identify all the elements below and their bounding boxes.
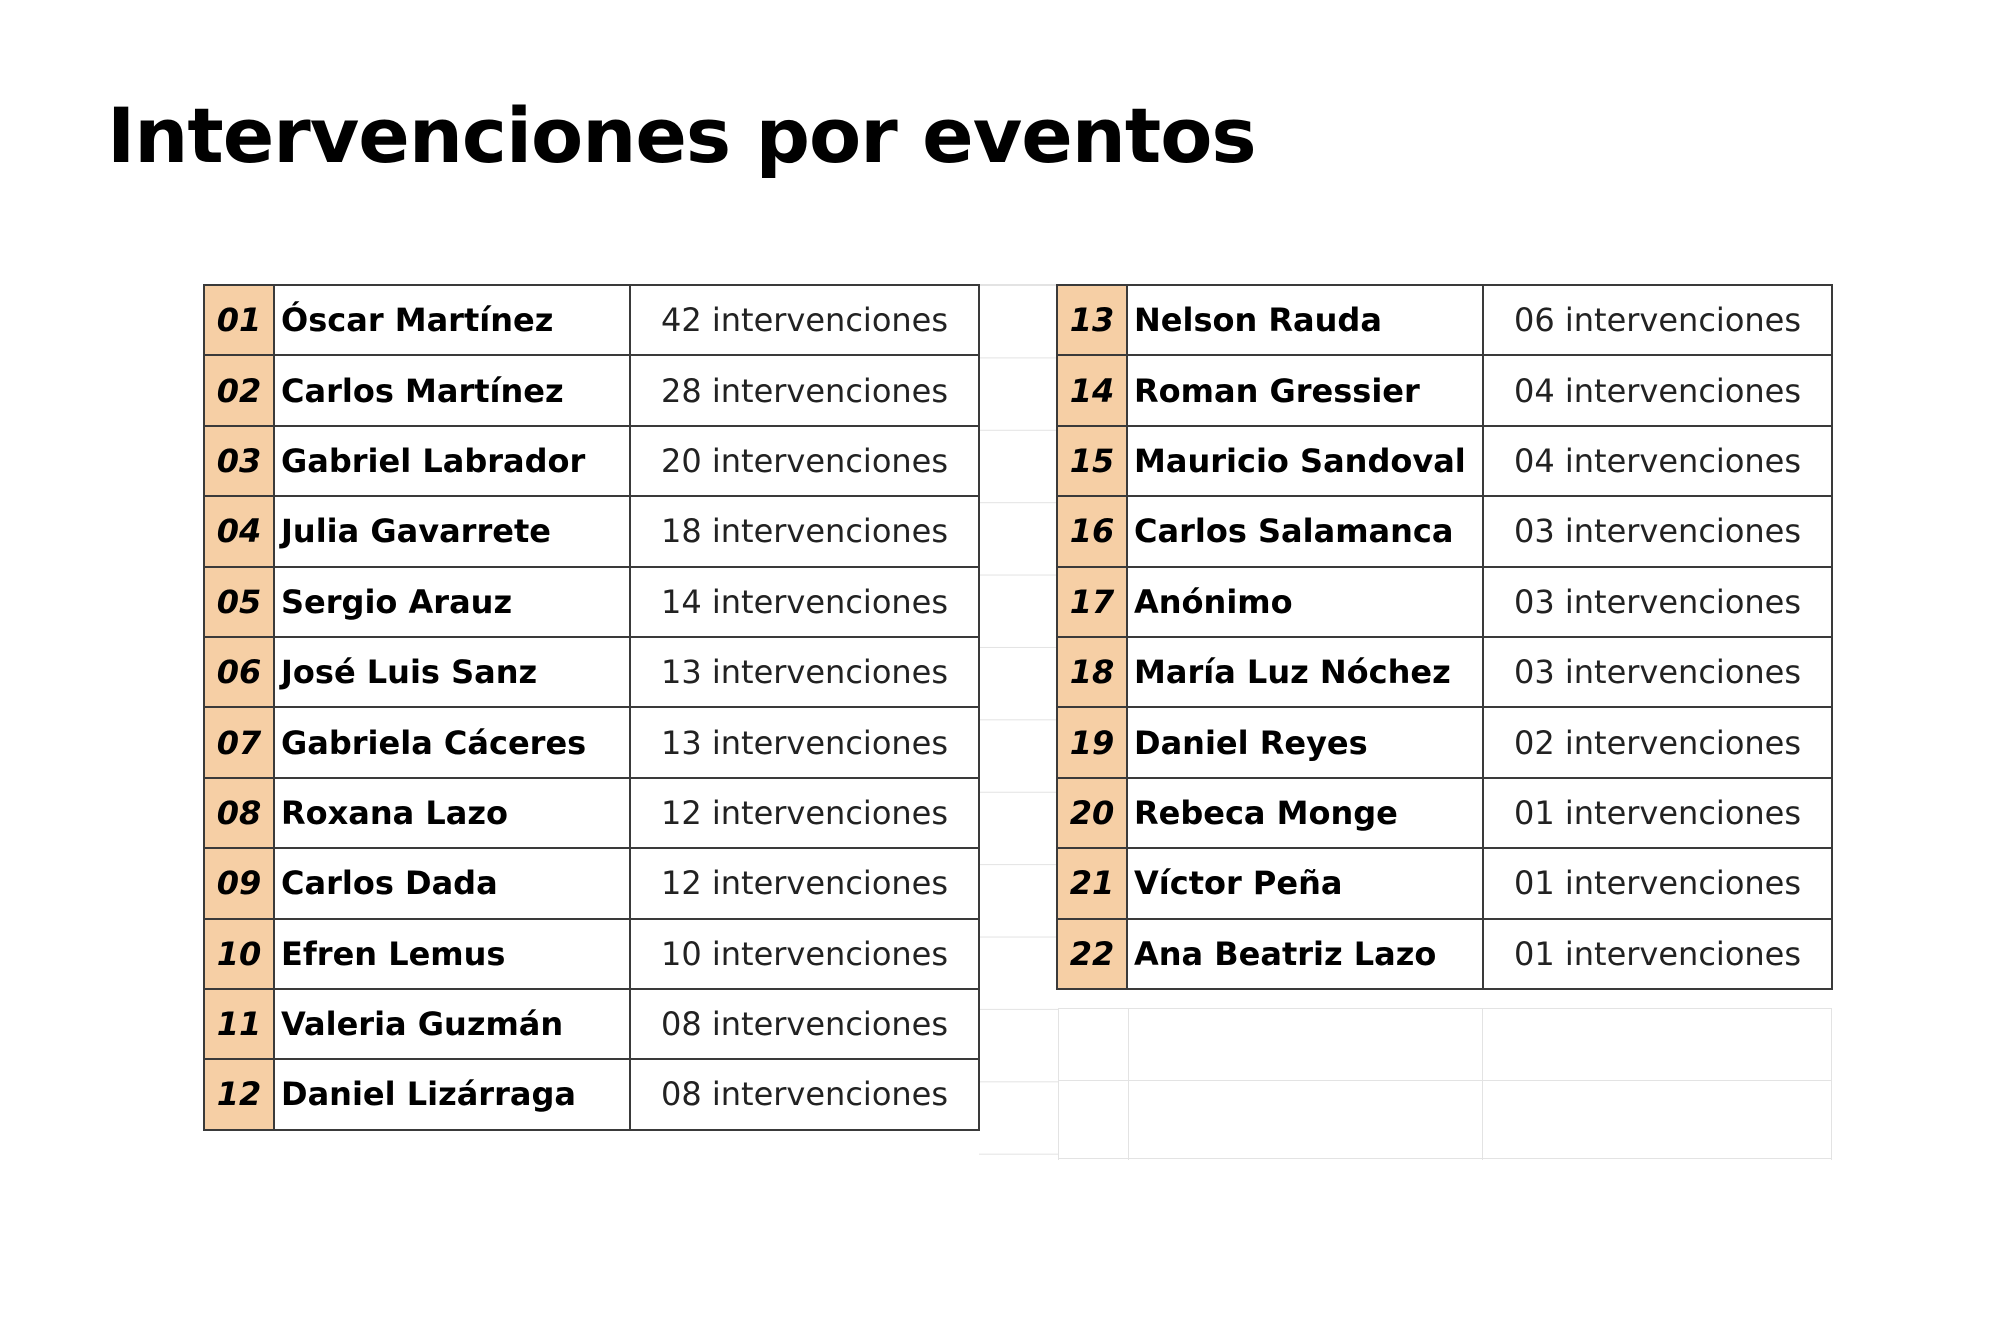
- table-row: [204, 426, 979, 496]
- person-name: Daniel Reyes: [1127, 707, 1483, 777]
- person-name: Carlos Salamanca: [1127, 496, 1483, 566]
- table-row: [204, 567, 979, 637]
- person-name: Valeria Guzmán: [274, 989, 630, 1059]
- table-row: [1057, 567, 1832, 637]
- table-row: [1057, 285, 1832, 355]
- person-name: Ana Beatriz Lazo: [1127, 919, 1483, 989]
- table-row: [204, 848, 979, 918]
- rank-number: 01: [204, 285, 274, 355]
- rank-number: 15: [1057, 426, 1127, 496]
- gridline: [1058, 1008, 1059, 1160]
- table-row: [204, 355, 979, 425]
- intervention-count: 02 intervenciones: [1483, 707, 1832, 777]
- intervention-count: 13 intervenciones: [630, 637, 979, 707]
- table-row: [204, 989, 979, 1059]
- person-name: Gabriela Cáceres: [274, 707, 630, 777]
- table-row: [204, 707, 979, 777]
- table-row: [204, 778, 979, 848]
- table-row: [1057, 778, 1832, 848]
- rank-number: 20: [1057, 778, 1127, 848]
- rank-number: 13: [1057, 285, 1127, 355]
- rank-number: 09: [204, 848, 274, 918]
- intervention-count: 04 intervenciones: [1483, 355, 1832, 425]
- rank-number: 18: [1057, 637, 1127, 707]
- person-name: Roman Gressier: [1127, 355, 1483, 425]
- rank-number: 21: [1057, 848, 1127, 918]
- table-row: [204, 919, 979, 989]
- person-name: Gabriel Labrador: [274, 426, 630, 496]
- person-name: Rebeca Monge: [1127, 778, 1483, 848]
- rank-number: 19: [1057, 707, 1127, 777]
- person-name: María Luz Nóchez: [1127, 637, 1483, 707]
- rank-number: 03: [204, 426, 274, 496]
- spreadsheet-gridlines-gap: [979, 284, 1059, 1163]
- page-title: Intervenciones por eventos: [107, 91, 1256, 180]
- intervention-count: 03 intervenciones: [1483, 637, 1832, 707]
- intervention-count: 08 intervenciones: [630, 1059, 979, 1129]
- person-name: Sergio Arauz: [274, 567, 630, 637]
- intervention-count: 01 intervenciones: [1483, 778, 1832, 848]
- table-row: [204, 1059, 979, 1129]
- intervention-count: 04 intervenciones: [1483, 426, 1832, 496]
- rank-number: 12: [204, 1059, 274, 1129]
- rank-number: 11: [204, 989, 274, 1059]
- person-name: Efren Lemus: [274, 919, 630, 989]
- gridline: [1058, 1080, 1832, 1081]
- person-name: Roxana Lazo: [274, 778, 630, 848]
- rank-number: 02: [204, 355, 274, 425]
- table-row: [1057, 848, 1832, 918]
- person-name: Carlos Dada: [274, 848, 630, 918]
- table-row: [1057, 355, 1832, 425]
- table-row: [1057, 707, 1832, 777]
- person-name: Víctor Peña: [1127, 848, 1483, 918]
- intervention-count: 12 intervenciones: [630, 848, 979, 918]
- intervention-count: 03 intervenciones: [1483, 496, 1832, 566]
- intervention-count: 12 intervenciones: [630, 778, 979, 848]
- person-name: Anónimo: [1127, 567, 1483, 637]
- rank-number: 10: [204, 919, 274, 989]
- rank-number: 04: [204, 496, 274, 566]
- ranking-table-left: [203, 284, 980, 1131]
- gridline: [1058, 1158, 1832, 1159]
- intervention-count: 42 intervenciones: [630, 285, 979, 355]
- table-row: [204, 637, 979, 707]
- rank-number: 14: [1057, 355, 1127, 425]
- ranking-table-right: [1056, 284, 1833, 990]
- table-row: [204, 285, 979, 355]
- table-row: [1057, 637, 1832, 707]
- person-name: Nelson Rauda: [1127, 285, 1483, 355]
- rank-number: 16: [1057, 496, 1127, 566]
- gridline: [1128, 1008, 1129, 1160]
- gridline: [1482, 1008, 1483, 1160]
- person-name: Julia Gavarrete: [274, 496, 630, 566]
- table-row: [1057, 919, 1832, 989]
- intervention-count: 14 intervenciones: [630, 567, 979, 637]
- intervention-count: 18 intervenciones: [630, 496, 979, 566]
- intervention-count: 01 intervenciones: [1483, 919, 1832, 989]
- rank-number: 08: [204, 778, 274, 848]
- intervention-count: 20 intervenciones: [630, 426, 979, 496]
- intervention-count: 06 intervenciones: [1483, 285, 1832, 355]
- rank-number: 17: [1057, 567, 1127, 637]
- table-row: [1057, 496, 1832, 566]
- person-name: Carlos Martínez: [274, 355, 630, 425]
- intervention-count: 01 intervenciones: [1483, 848, 1832, 918]
- intervention-count: 13 intervenciones: [630, 707, 979, 777]
- gridline: [1831, 1008, 1832, 1160]
- rank-number: 07: [204, 707, 274, 777]
- spreadsheet-empty-cells: [1058, 1008, 1832, 1160]
- table-row: [1057, 426, 1832, 496]
- intervention-count: 10 intervenciones: [630, 919, 979, 989]
- person-name: Daniel Lizárraga: [274, 1059, 630, 1129]
- person-name: José Luis Sanz: [274, 637, 630, 707]
- person-name: Óscar Martínez: [274, 285, 630, 355]
- table-row: [204, 496, 979, 566]
- intervention-count: 28 intervenciones: [630, 355, 979, 425]
- person-name: Mauricio Sandoval: [1127, 426, 1483, 496]
- intervention-count: 08 intervenciones: [630, 989, 979, 1059]
- rank-number: 06: [204, 637, 274, 707]
- rank-number: 05: [204, 567, 274, 637]
- gridline: [1058, 1008, 1832, 1009]
- rank-number: 22: [1057, 919, 1127, 989]
- intervention-count: 03 intervenciones: [1483, 567, 1832, 637]
